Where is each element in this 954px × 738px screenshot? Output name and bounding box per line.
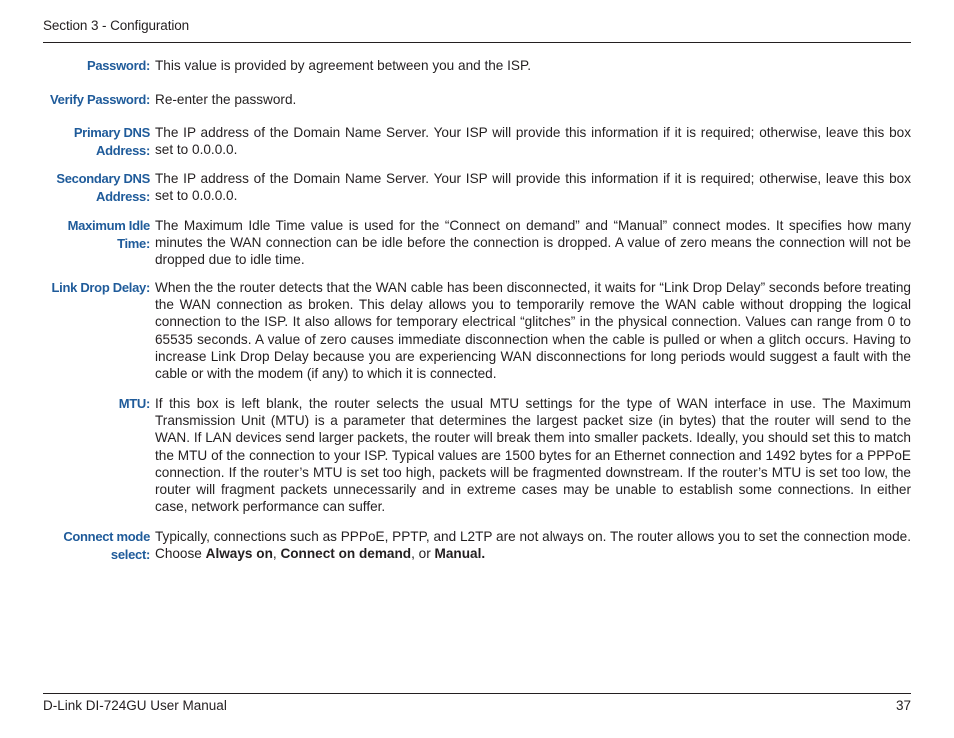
def-link-drop-delay: When the the router detects that the WAN cable has been disconnected, it waits for “Link Drop Delay” seconds before treating the WAN connection as broken. This delay allows you to temporarily remove the WAN cable without dropping the logical connection to the ISP. It also allows for temporary electrical “glitches” in the physical connection. Values can range from 0 to 65535 seconds. A value of zero causes immediate disconnection when the cable is pulled or when a glitch occurs. Having to increase Link Drop Delay because you are experiencing WAN disconnections for long periods would suggest a fault with the cable or with the modem (if any) to which it is connected. [155,280,911,382]
def-connect-mode: Typically, connections such as PPPoE, PPTP, and L2TP are not always on. The router allows you to set the connection mode. Choose Always on, Connect on demand, or Manual. [155,529,911,562]
def-primary-dns: The IP address of the Domain Name Server. Your ISP will provide this information if it is required; otherwise, leave this box set to 0.0.0.0. [155,125,911,158]
def-password: This value is provided by agreement between you and the ISP. [155,58,532,73]
term-password: Password: [86,58,150,73]
option-connect-on-demand: Connect on demand [280,546,412,562]
manual-title: D-Link DI-724GU User Manual [43,698,227,713]
term-secondary-dns: Secondary DNS Address: [56,171,150,204]
footer-rule [43,693,911,694]
def-verify-password: Re-enter the password. [155,92,297,107]
header-rule [43,42,911,43]
term-verify-password: Verify Password: [50,92,150,107]
term-primary-dns: Primary DNS Address: [73,125,150,158]
option-manual: Manual. [434,546,486,562]
section-title: Section 3 - Configuration [43,18,190,33]
term-connect-mode: Connect mode select: [63,529,150,562]
def-secondary-dns: The IP address of the Domain Name Server. Your ISP will provide this information if it is required; otherwise, leave this box set to 0.0.0.0. [155,171,911,204]
option-always-on: Always on [205,546,273,562]
page-number: 37 [895,698,911,713]
term-mtu: MTU: [118,396,150,411]
def-mtu: If this box is left blank, the router selects the usual MTU settings for the type of WAN interface in use. The Maximum Transmission Unit (MTU) is a parameter that determines the largest packet size (in bytes) that the router will send to the WAN. If LAN devices send larger packets, the router will break them into smaller packets. Ideally, you should set this to match the MTU of the connection to your ISP. Typical values are 1500 bytes for an Ethernet connection and 1492 bytes for a PPPoE connection. If the router’s MTU is set too high, packets will be fragmented downstream. If the router’s MTU is set too low, the router will fragment packets unnecessarily and in extreme cases may be unable to establish some connections. In either case, network performance can suffer. [155,396,911,515]
def-max-idle-time: The Maximum Idle Time value is used for the “Connect on demand” and “Manual” connect modes. It specifies how many minutes the WAN connection can be idle before the connection is dropped. A value of zero means the connection will not be dropped due to idle time. [155,218,911,268]
term-link-drop-delay: Link Drop Delay: [51,280,150,295]
term-max-idle-time: Maximum Idle Time: [67,218,150,251]
